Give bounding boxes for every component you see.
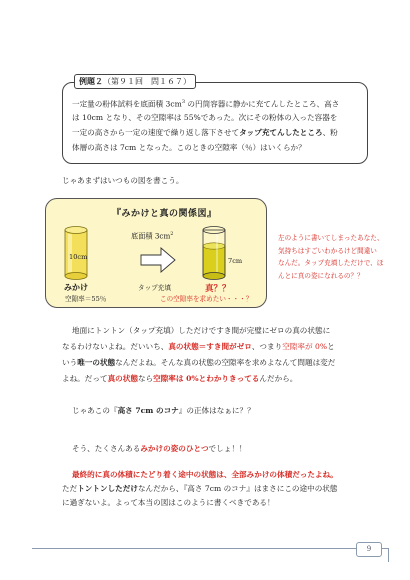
footer-rule: [32, 548, 388, 549]
apparent-porosity: 空隙率＝55％: [65, 295, 107, 303]
porosity-question: この空隙率を求めたい・・・？: [160, 295, 253, 303]
tapped-cylinder: [203, 227, 225, 280]
tap-label: タップ充填: [138, 284, 171, 292]
para2: じゃあこの『高さ 7cm のコナ』の正体はなぁに？？: [72, 406, 255, 415]
page-number: 9: [356, 542, 382, 557]
problem-line-1: 一定量の粉体試料を底面積 $3cm^3$ の円筒容器に静かに充てんしたところ、高さ: [72, 99, 340, 109]
para4-line-3: に過ぎないよ。よって本当の図はこのように書くべきである！: [62, 498, 275, 507]
left-height-label: 10cm: [69, 253, 88, 261]
para1-line-2: なるわけないよね。だいいち、真の状態＝すき間がゼロ、つまり空隙率が 0%と: [62, 342, 335, 351]
problem-line-3: 一定の高さから一定の速度で繰り返し落下させてタップ充てんしたところ、粉: [72, 128, 338, 137]
side-note: 左のように書いてしまったあなた、 気持ちはすごいわかるけど間違い なんだ。タップ充填しただけで、ほ んとに真の姿になれるの？？: [278, 234, 384, 280]
footer-rule-vertical: [388, 548, 389, 562]
problem-label: [74, 74, 196, 89]
right-height-label: 7cm: [228, 257, 243, 265]
problem-line-4: 体層の高さは 7cm となった。このときの空隙率（％）はいくらか？: [72, 143, 306, 152]
true-label: 真？？: [205, 284, 231, 294]
intro-text: じゃあまずはいつもの図を書こう。: [62, 176, 184, 185]
tap-arrow: [141, 248, 175, 272]
problem-line-2: は 10cm となり、その空隙率は 55%であった。次にその粉体の入った容器を: [72, 113, 338, 122]
para1-line-4: よね。だって真の状態なら空隙率は 0%とわかりきってるんだから。: [62, 374, 298, 383]
para1-line-1: 地面にトントン（タップ充填）しただけですき間が完璧にゼロの真の状態に: [72, 326, 331, 335]
problem-number: 例題２: [79, 76, 103, 86]
para4-line-2: ただトントンしただけなんだから、『高さ 7cm のコナ』はまさにこの途中の状態: [62, 484, 338, 493]
apparent-label: みかけ: [64, 283, 88, 292]
para4-line-1: 最終的に真の体積にたどり着く途中の状態は、全部みかけの体積だったよね。: [72, 470, 338, 479]
area-label: 底面積 $3cm^2$: [131, 231, 174, 241]
problem-source: （第９１回 問１６７）: [103, 77, 191, 86]
diagram-title: 『みかけと真の関係図』: [112, 209, 217, 219]
para3: そう、たくさんあるみかけの姿のひとつでしょ！！: [72, 444, 247, 453]
para1-line-3: いう唯一の状態なんだよね。そんな真の状態の空隙率を求めよなんて問題は変だ: [62, 358, 336, 367]
